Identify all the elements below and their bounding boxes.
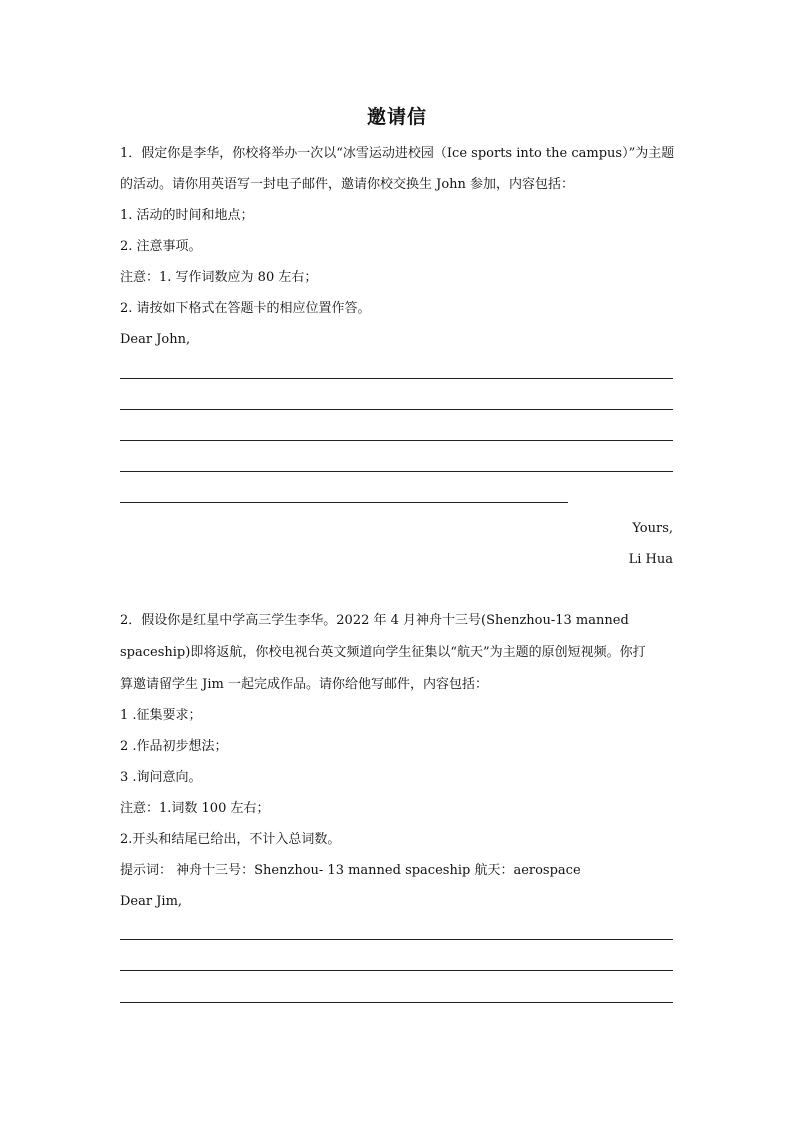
q1-answer-line-1 <box>120 378 673 379</box>
q2-item-2: 2 .作品初步想法； <box>120 739 228 754</box>
q1-greeting: Dear John, <box>120 332 191 347</box>
q1-answer-line-2 <box>120 409 673 410</box>
page-title: 邀请信 <box>366 106 427 128</box>
q1-item-2: 2. 注意事项。 <box>120 239 202 254</box>
q1-prompt-line-1: 1．假定你是李华，你校将举办一次以“冰雪运动进校园（Ice sports into the campus）”为主题 <box>120 146 675 161</box>
q1-item-1: 1. 活动的时间和地点； <box>120 208 254 223</box>
q1-closing: Yours, <box>632 521 673 536</box>
q1-answer-line-4 <box>120 471 673 472</box>
q2-hint: 提示词： 神舟十三号：Shenzhou- 13 manned spaceship 航天：aerospace <box>120 863 581 878</box>
q2-note-2: 2.开头和结尾已给出，不计入总词数。 <box>120 832 341 847</box>
q2-item-3: 3 .询问意向。 <box>120 770 202 785</box>
q2-answer-line-2 <box>120 970 673 971</box>
q2-greeting: Dear Jim, <box>120 894 183 909</box>
q2-answer-line-1 <box>120 939 673 940</box>
q1-signature: Li Hua <box>628 552 673 567</box>
q1-prompt-line-2: 的活动。请你用英语写一封电子邮件，邀请你校交换生 John 参加，内容包括： <box>120 177 575 192</box>
q2-prompt-line-3: 算邀请留学生 Jim 一起完成作品。请你给他写邮件，内容包括： <box>120 677 488 692</box>
q2-prompt-line-2: spaceship)即将返航，你校电视台英文频道向学生征集以“航天”为主题的原创短视频。你打 <box>120 645 646 660</box>
q2-prompt-line-1: 2．假设你是红星中学高三学生李华。2022 年 4 月神舟十三号(Shenzhou-13 manned <box>120 613 629 628</box>
q1-answer-line-3 <box>120 440 673 441</box>
q1-answer-line-5 <box>120 502 568 503</box>
q1-note-1: 注意：1. 写作词数应为 80 左右； <box>120 270 318 285</box>
q1-note-2: 2. 请按如下格式在答题卡的相应位置作答。 <box>120 301 371 316</box>
q2-answer-line-3 <box>120 1002 673 1003</box>
q2-item-1: 1 .征集要求； <box>120 708 202 723</box>
q2-note-1: 注意：1.词数 100 左右； <box>120 801 270 816</box>
